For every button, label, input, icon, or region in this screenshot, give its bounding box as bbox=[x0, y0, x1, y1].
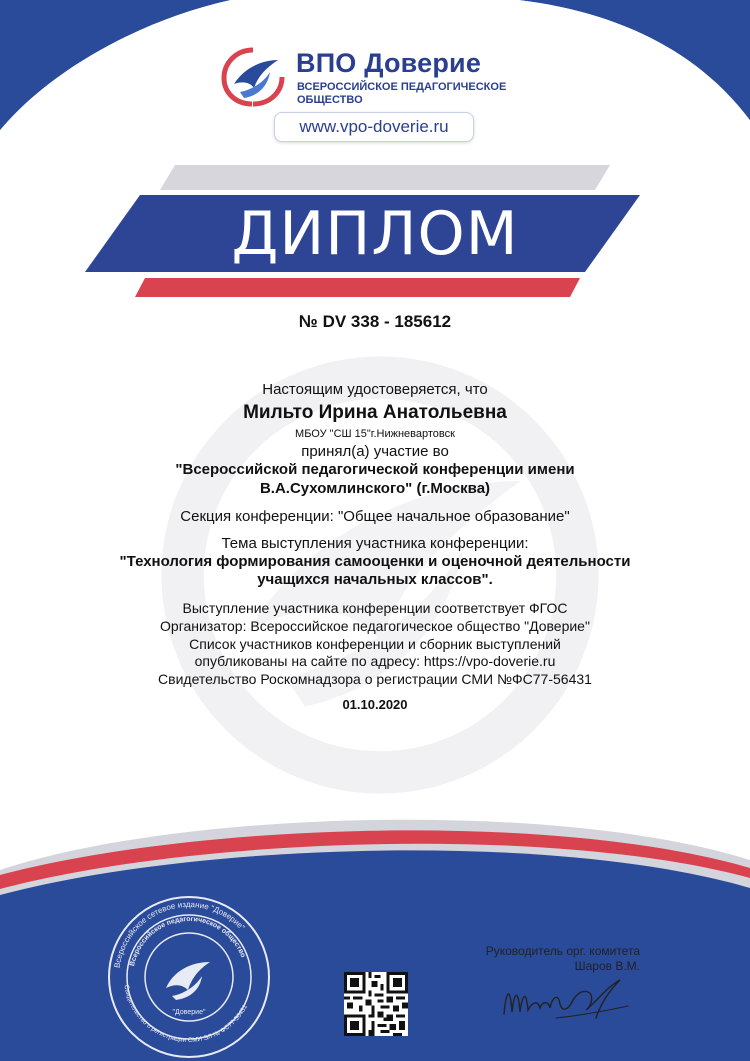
recipient-name: Мильто Ирина Анатольевна bbox=[243, 402, 507, 423]
topic-label: Тема выступления участника конференции: bbox=[221, 535, 529, 552]
conference-name-line1: "Всероссийской педагогической конференции имени bbox=[175, 461, 575, 478]
website-link[interactable]: www.vpo-doverie.ru bbox=[274, 112, 474, 142]
organization-logo bbox=[220, 46, 540, 116]
stamp-center-label: "Доверие" bbox=[172, 1009, 206, 1016]
stamp-outer-text: Всероссийское сетевое издание "Доверие" bbox=[112, 899, 247, 969]
conference-name-line2: В.А.Сухомлинского" (г.Москва) bbox=[259, 480, 491, 497]
diploma-date: 01.10.2020 bbox=[342, 697, 408, 712]
info-line-registration: Свидетельство Роскомнадзора о регистрации СМИ №ФС77-56431 bbox=[158, 671, 592, 687]
logo-title: ВПО Доверие bbox=[296, 48, 482, 78]
doverie-logo-icon bbox=[220, 46, 286, 108]
stamp-inner-text: Всероссийское педагогическое общество bbox=[129, 915, 247, 968]
diploma-number: № DV 338 - 185612 bbox=[298, 312, 452, 331]
conference-section: Секция конференции: "Общее начальное образование" bbox=[180, 508, 570, 525]
qr-code[interactable] bbox=[344, 972, 408, 1036]
signature-person: Шаров В.М. bbox=[574, 959, 640, 973]
organization-stamp bbox=[104, 892, 274, 1061]
stamp-bottom-text: Свидетельство о регистрации СМИ ЭЛ № ФС77-56431 bbox=[122, 984, 249, 1045]
info-line-published: опубликованы на сайте по адресу: https://vpo-doverie.ru bbox=[194, 653, 556, 669]
logo-subtitle: ВСЕРОССИЙСКОЕ ПЕДАГОГИЧЕСКОЕ ОБЩЕСТВО bbox=[297, 81, 507, 106]
topic-line1: "Технология формирования самооценки и оценочной деятельности bbox=[119, 553, 631, 570]
signature-label bbox=[440, 944, 640, 974]
participation-line: принял(а) участие во bbox=[301, 443, 449, 460]
diploma-title: ДИПЛОМ bbox=[231, 199, 519, 269]
info-line-list: Список участников конференции и сборник выступлений bbox=[189, 636, 561, 652]
topic-line2: учащихся начальных классов". bbox=[257, 571, 493, 588]
info-line-fgos: Выступление участника конференции соответствует ФГОС bbox=[182, 600, 568, 616]
signature-role: Руководитель орг. комитета bbox=[485, 944, 640, 958]
certify-line: Настоящим удостоверяется, что bbox=[262, 381, 488, 398]
handwritten-signature bbox=[496, 972, 636, 1032]
recipient-school: МБОУ "СШ 15"г.Нижневартовск bbox=[295, 428, 455, 440]
info-line-organizer: Организатор: Всероссийское педагогическое общество "Доверие" bbox=[160, 618, 590, 634]
